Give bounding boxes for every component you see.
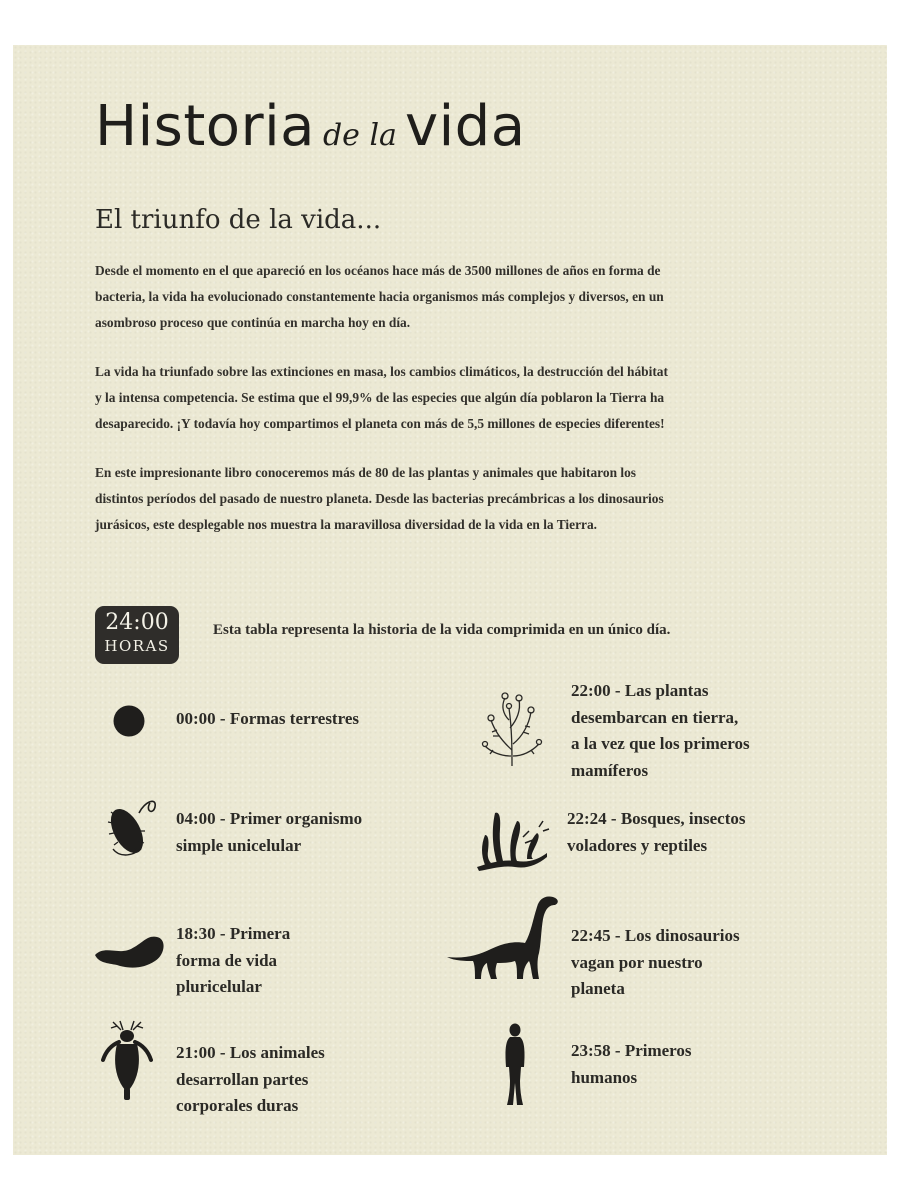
dinosaur-icon xyxy=(445,893,561,983)
text-line: y la intensa competencia. Se estima que el 99,9% de las especies que algún día poblaron la Tierra ha xyxy=(95,390,665,405)
event-line: 21:00 - Los animales xyxy=(176,1043,325,1062)
event-line: planeta xyxy=(571,979,625,998)
event-line: simple unicelular xyxy=(176,835,302,855)
event-label xyxy=(571,678,750,784)
intro-text xyxy=(95,258,775,561)
page-title xyxy=(95,94,526,159)
event-label xyxy=(176,921,290,1001)
paragraph xyxy=(95,460,775,538)
event-line: vagan por nuestro xyxy=(571,952,703,972)
paragraph xyxy=(95,258,775,336)
clock-unit: HORAS xyxy=(104,637,170,655)
text-line: La vida ha triunfado sobre las extinciones en masa, los cambios climáticos, la destrucción del hábitat xyxy=(95,364,668,379)
event-label xyxy=(176,806,362,859)
title-word-historia: Historia xyxy=(95,94,315,159)
text-line: bacteria, la vida ha evolucionado constantemente hacia organismos más complejos y diversos, en un xyxy=(95,289,664,304)
event-line: 23:58 - Primeros xyxy=(571,1041,692,1060)
event-line: 22:45 - Los dinosaurios xyxy=(571,926,740,945)
forest-icon xyxy=(473,807,551,871)
text-line: Desde el momento en el que apareció en los océanos hace más de 3500 millones de años en forma de xyxy=(95,263,661,278)
arthropod-icon xyxy=(101,1020,153,1104)
title-word-de-la: de la xyxy=(322,118,397,153)
event-line: corporales duras xyxy=(176,1096,299,1115)
plant-icon xyxy=(479,690,545,768)
text-line: asombroso proceso que continúa en marcha hoy en día. xyxy=(95,315,411,330)
text-line: desaparecido. ¡Y todavía hoy compartimos el planeta con más de 5,5 millones de especies diferentes! xyxy=(95,416,665,431)
human-icon xyxy=(501,1023,529,1107)
event-line: forma de vida xyxy=(176,950,278,970)
clock-time: 24:00 xyxy=(105,610,169,635)
event-line: 04:00 - Primer organismo xyxy=(176,809,363,828)
event-label xyxy=(176,1040,325,1120)
multicellular-icon xyxy=(91,933,167,973)
event-line: desembarcan en tierra, xyxy=(571,707,739,727)
table-caption: Esta tabla representa la historia de la vida comprimida en un único día. xyxy=(213,622,671,638)
event-line: desarrollan partes xyxy=(176,1069,309,1089)
paragraph xyxy=(95,359,775,437)
dot-icon xyxy=(112,704,146,738)
text-line: distintos períodos del pasado de nuestro planeta. Desde las bacterias precámbricas a los dinosaurios xyxy=(95,491,664,506)
event-label xyxy=(567,806,746,859)
subtitle: El triunfo de la vida... xyxy=(95,205,382,235)
event-label xyxy=(176,706,359,733)
text-line: jurásicos, este desplegable nos muestra la maravillosa diversidad de la vida en la Tierra. xyxy=(95,517,598,532)
event-label xyxy=(571,1038,692,1091)
event-line: 22:00 - Las plantas xyxy=(571,681,709,700)
event-line: humanos xyxy=(571,1067,638,1087)
event-line: mamíferos xyxy=(571,760,649,780)
event-label xyxy=(571,923,740,1003)
text-line: En este impresionante libro conoceremos más de 80 de las plantas y animales que habitaron los xyxy=(95,465,636,480)
title-word-vida: vida xyxy=(404,94,526,159)
event-line: pluricelular xyxy=(176,977,262,996)
event-line: 00:00 - Formas terrestres xyxy=(176,709,359,728)
event-line: a la vez que los primeros xyxy=(571,734,750,753)
event-line: 18:30 - Primera xyxy=(176,924,291,943)
event-line: 22:24 - Bosques, insectos xyxy=(567,809,746,828)
bacterium-icon xyxy=(105,791,161,859)
page xyxy=(13,45,887,1155)
clock-badge xyxy=(95,606,179,664)
event-line: voladores y reptiles xyxy=(567,835,708,855)
